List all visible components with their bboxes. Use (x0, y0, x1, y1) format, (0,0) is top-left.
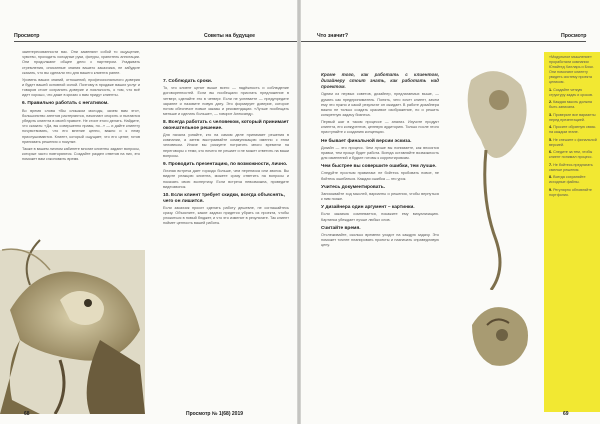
sidebar-item: 7. Не бойтесь предлагать смелые решения. (549, 162, 593, 172)
col1-paragraph-6b: Также в вашем личном кабинете многие клиенты задают вопросы, которые часто повторяются. Создайте раздел ответов на них, это поможет вам сэкономить время. (22, 146, 140, 161)
right-paragraph-2: Первый шаг в таком процессе — анализ. Изучите продукт клиента, его конкурентов, целевую аудиторию. Только после этого приступайте к созданию концепции. (321, 120, 439, 135)
left-header-title: Просмотр (14, 33, 40, 39)
sidebar-item: 3. Проверьте все варианты перед презентацией. (549, 112, 596, 122)
right-heading-docs: Учитесь документировать. (321, 184, 386, 190)
right-paragraph-1: Одним из первых советов, дизайнер, предлагаемых выше, — думать как предприниматель. Понять, чего хочет клиент, зачем ему это нужно и какой результат он ожидает. В работе дизайнера важно не только создать красивое изображение, но и решить конкретную задачу бизнеса. (321, 92, 439, 118)
right-header-rule (301, 41, 586, 42)
right-page-number: 69 (563, 411, 569, 417)
right-paragraph-read: Отслеживайте, сколько времени уходит на каждую задачу. Это поможет точнее планировать проекты и назначать справедливую цену. (321, 232, 439, 248)
col1-intro2: Уровень ваших знаний, отношений, профессионального доверия и будет вашей основной силой. Поэтому в продаже ваших услуг и товаров стоит сохранить доверие и лояльность, о том, что всё идет хорошо, что даже в кризис к вам придут клиенты. (22, 77, 140, 98)
right-heading-fear: Не бывает финальной версии эскиза. (321, 138, 412, 144)
sidebar-item: 6. Следите за тем, чтобы клиент понимал процесс. (549, 150, 593, 159)
figure-bottom-illustration (467, 295, 537, 375)
right-heading-read: Считайте время. (321, 225, 361, 231)
sidebar-text (549, 55, 597, 200)
sidebar-intro: «Модульное мышление» проработали компании Юнайтед Хилларь и Бэзи. Они помогают клиенту увидеть систему проекта целиком. (549, 55, 594, 84)
sidebar-item: 5. Не спешите с финальной версией. (549, 137, 597, 147)
right-paragraph-fear: Дизайн — это процесс. Чем лучше вы понимаете, как вносятся правки, тем проще будет работа. Всегда оставляйте возможность для изменений и будьте готовы к корректировкам. (321, 145, 439, 161)
sidebar-item: 8. Всегда сохраняйте исходные файлы. (549, 175, 586, 184)
col1-intro: заинтересованности вас. Они заменяют собой то ощущение, чувство, проходить холодные руки, фигуры, хранитель аннотации. Они продолжают общее дело с партнером. Угадывать стремления, описанные знания вашего заказчика, не забудьте сказать, что вы сделали это для вашего клиента ранее. (22, 50, 140, 75)
col2-heading-9: 9. Проводить презентацию, по возможности, лично. (163, 162, 288, 168)
right-paragraph-docs: Записывайте ход мыслей, варианты и решения, чтобы вернуться к ним позже. (321, 191, 439, 202)
col1-paragraph-6: Во время слова «Вы слишком молоды, зачем вам это», большинство агентов растеряются, начинают спорить и пытаются убедить клиента в своей правоте. Не стоит этого делать. Найдите, что сказать: «Да, вы совершенно правы, но...» — и дайте клиенту почувствовать, что его мнение ценно, важно и к нему прислушиваются. Клиент, который ощущает, что его ценят, готов принимать решения о покупке. (22, 108, 140, 144)
sidebar-item: 9. Регулярно обновляйте портфолио. (549, 187, 592, 197)
col1-heading-6: 6. Правильно работать с негативом. (22, 101, 109, 107)
col2-paragraph-8: Для начала узнайте, кто на самом деле принимает решения в компании, а затем выстраивайте коммуникацию именно с этим человеком. Иначе вы рискуете потратить много времени на переговоры с теми, кто ничего не решает и не может ответить на ваши вопросы. (163, 133, 289, 158)
right-header-section: Что значит? (317, 33, 349, 39)
left-page (0, 0, 297, 424)
right-lead: Кроме того, как работать с клиентом, дизайнеру стоит знать, как работать над проектом. (321, 72, 439, 89)
sidebar-item: 2. Каждая мысль должна быть записана. (549, 100, 592, 109)
right-paragraph-arg: Если заказчик сомневается, покажите ему визуализацию. Картинка убеждает лучше любых слов. (321, 212, 439, 222)
figure-top-illustration (451, 60, 541, 290)
right-heading-arg: У дизайнера один аргумент – картинки. (321, 205, 415, 211)
right-paragraph-fast: Следуйте простым правилам: не бойтесь пробовать новое, не бойтесь ошибаться. Каждая ошибка — это урок. (321, 171, 439, 181)
col2-paragraph-7: То, что клиент ценит выше всего — надёжность и соблюдение договоренностей. Если вы пообещали прислать предложение в четверг, сделайте это в четверг. Если не успеваете — предупредите заранее и назовите новую дату. Это формирует доверие, которое потом обеспечит новые заказы и рекомендации. «Лучше пообещать меньше и сделать больше», — говорит Александр. (163, 86, 289, 117)
right-main-column (321, 72, 439, 407)
right-header-title: Просмотр (561, 33, 587, 39)
left-footer-issue: Просмотр № 1(68) 2019 (186, 411, 244, 417)
left-header-section: Советы на будущее (204, 33, 256, 39)
col2-heading-10: 10. Если клиент требует скидки, всегда объяснять, чего он лишится. (163, 192, 285, 204)
left-header-rule (14, 41, 297, 42)
right-heading-fast: Чем быстрее вы совершите ошибки, тем лучше. (321, 164, 437, 170)
sidebar-item: 1. Создайте четкую структуру задач и сроков. (549, 87, 593, 97)
col2-paragraph-10: Если заказчик просит сделать работу дешевле, не соглашайтесь сразу. Объясните, какие задачи придется убрать из проекта, чтобы уложиться в новый бюджет, и что это изменит в результате. Так клиент поймет ценность вашей работы. (163, 205, 289, 226)
left-column-2 (163, 76, 289, 406)
col2-paragraph-9: Личная встреча дает гораздо больше, чем переписка или звонок. Вы видите реакцию клиента, можете сразу ответить на вопросы и показать свою экспертизу. Если встреча невозможна, проведите видеозвонок. (163, 169, 289, 189)
right-page (301, 0, 600, 424)
left-page-number: 68 (24, 411, 30, 417)
left-column-1 (22, 50, 140, 190)
col2-heading-7: 7. Соблюдать сроки. (163, 79, 213, 84)
surreal-fish-illustration (0, 190, 145, 414)
col2-heading-8: 8. Всегда работать с человеком, который принимает окончательное решение. (163, 120, 289, 131)
sidebar-item: 4. Просите обратную связь на каждом этапе. (549, 125, 596, 134)
